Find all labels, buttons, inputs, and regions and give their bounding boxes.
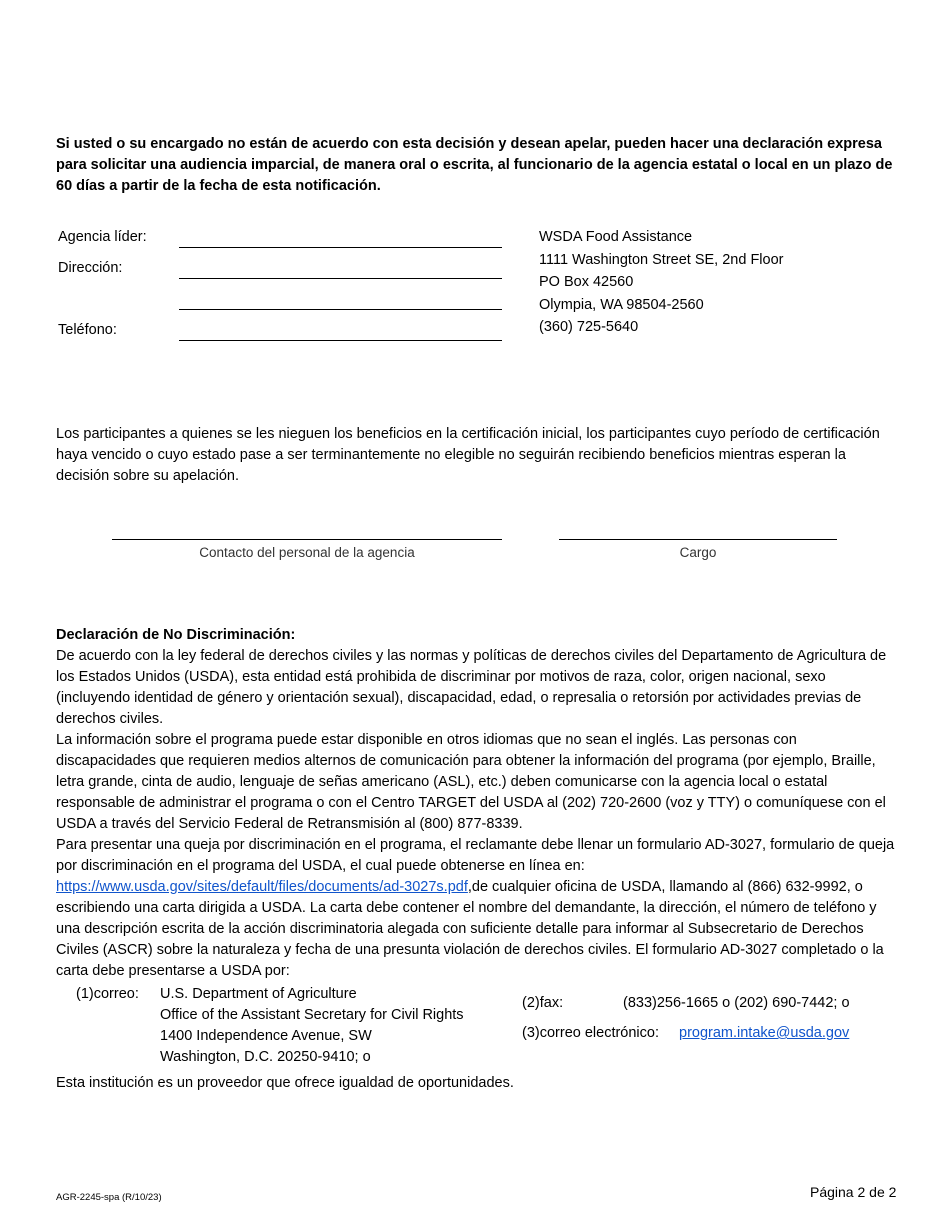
equal-opportunity-statement: Esta institución es un proveedor que ofrece igualdad de oportunidades.: [56, 1075, 514, 1091]
phone-field-line[interactable]: [179, 319, 502, 341]
mail-line-3: 1400 Independence Avenue, SW: [160, 1028, 372, 1044]
address-field-line-2[interactable]: [179, 288, 502, 310]
mail-line-2: Office of the Assistant Secretary for Civil Rights: [160, 1007, 464, 1023]
ad3027-link[interactable]: https://www.usda.gov/sites/default/files/documents/ad-3027s.pdf: [56, 879, 468, 895]
mail-line-4: Washington, D.C. 20250-9410; o: [160, 1049, 371, 1065]
title-signature-line[interactable]: [559, 539, 837, 540]
p3-end: ,de cualquier oficina de USDA, llamando al (866) 632-9992, o escribiendo una carta dirigida a USDA. La carta debe contener el nombre del demandante, la dirección, el número de teléfono y una descripción escrita de la acción discriminatoria alegada con suficiente detalle para informar al Subsecretario de Derechos Civiles (ASCR) sobre la naturaleza y fecha de una presunta violación de derechos civiles. El formulario AD-3027 completado o la carta debe presentarse a USDA por:: [56, 879, 884, 979]
nondiscrimination-section: [56, 625, 898, 982]
p3-start: Para presentar una queja por discriminación en el programa, el reclamante debe llenar un formulario AD-3027, formulario de queja por discriminación en el programa del USDA, el cual puede obtenerse en línea en:: [56, 837, 895, 874]
agency-label: Agencia líder:: [58, 229, 147, 245]
participants-note: Los participantes a quienes se les nieguen los beneficios en la certificación inicial, los participantes cuyo período de certificación haya vencido o cuyo estado pase a ser terminantemente no elegible no seguirán recibiendo beneficios mientras esperan la decisión sobre su apelación.: [56, 426, 880, 484]
contact-caption: Contacto del personal de la agencia: [199, 545, 415, 560]
address-label: Dirección:: [58, 260, 123, 276]
agency-city: Olympia, WA 98504-2560: [539, 296, 704, 313]
agency-po-box: PO Box 42560: [539, 274, 634, 290]
appeal-notice: Si usted o su encargado no están de acuerdo con esta decisión y desean apelar, pueden hacer una declaración expresa para solicitar una audiencia imparcial, de manera oral o escrita, al funcionario de la agencia estatal o local en un plazo de 60 días a partir de la fecha de esta notificación.: [56, 136, 893, 194]
contact-signature-line[interactable]: [112, 539, 502, 540]
mail-line-1: U.S. Department of Agriculture: [160, 986, 357, 1002]
nondiscrimination-p3: [56, 835, 898, 982]
email-label: (3)correo electrónico:: [522, 1025, 659, 1041]
nondiscrimination-p1: De acuerdo con la ley federal de derechos civiles y las normas y políticas de derechos civiles del Departamento de Agricultura de los Estados Unidos (USDA), esta entidad está prohibida de discriminar por motivos de raza, color, origen nacional, sexo (incluyendo identidad de género y orientación sexual), discapacidad, edad, o represalia o retorsión por actividades previas de derechos civiles.: [56, 648, 887, 727]
agency-street: 1111 Washington Street SE, 2nd Floor: [539, 251, 784, 268]
nondiscrimination-heading: Declaración de No Discriminación:: [56, 627, 296, 643]
mail-label: (1)correo:: [76, 986, 139, 1002]
agency-phone: (360) 725-5640: [539, 319, 639, 335]
nondiscrimination-p2: La información sobre el programa puede estar disponible en otros idiomas que no sean el inglés. Las personas con discapacidades que requieren medios alternos de comunicación para obtener la información del programa (por ejemplo, Braille, letra grande, cinta de audio, lenguaje de señas americano (ASL), etc.) deben comunicarse con la agencia local o estatal responsable de administrar el programa o con el Centro TARGET del USDA al (202) 720-2600 (voz y TTY) o comuníquese con el USDA a través del Servicio Federal de Retransmisión al (800) 877-8339.: [56, 732, 886, 832]
email-link[interactable]: program.intake@usda.gov: [679, 1025, 850, 1041]
agency-address: [539, 226, 919, 339]
form-code: AGR-2245-spa (R/10/23): [56, 1192, 162, 1203]
mail-address: [160, 984, 510, 1068]
fax-value: (833)256-1665 o (202) 690-7442; o: [623, 995, 850, 1011]
agency-name: WSDA Food Assistance: [539, 229, 693, 245]
address-field-line-1[interactable]: [179, 257, 502, 279]
title-caption: Cargo: [679, 545, 717, 560]
fax-label: (2)fax:: [522, 995, 564, 1011]
page-number: Página 2 de 2: [810, 1184, 897, 1200]
agency-field-line[interactable]: [179, 226, 502, 248]
phone-label: Teléfono:: [58, 322, 117, 338]
